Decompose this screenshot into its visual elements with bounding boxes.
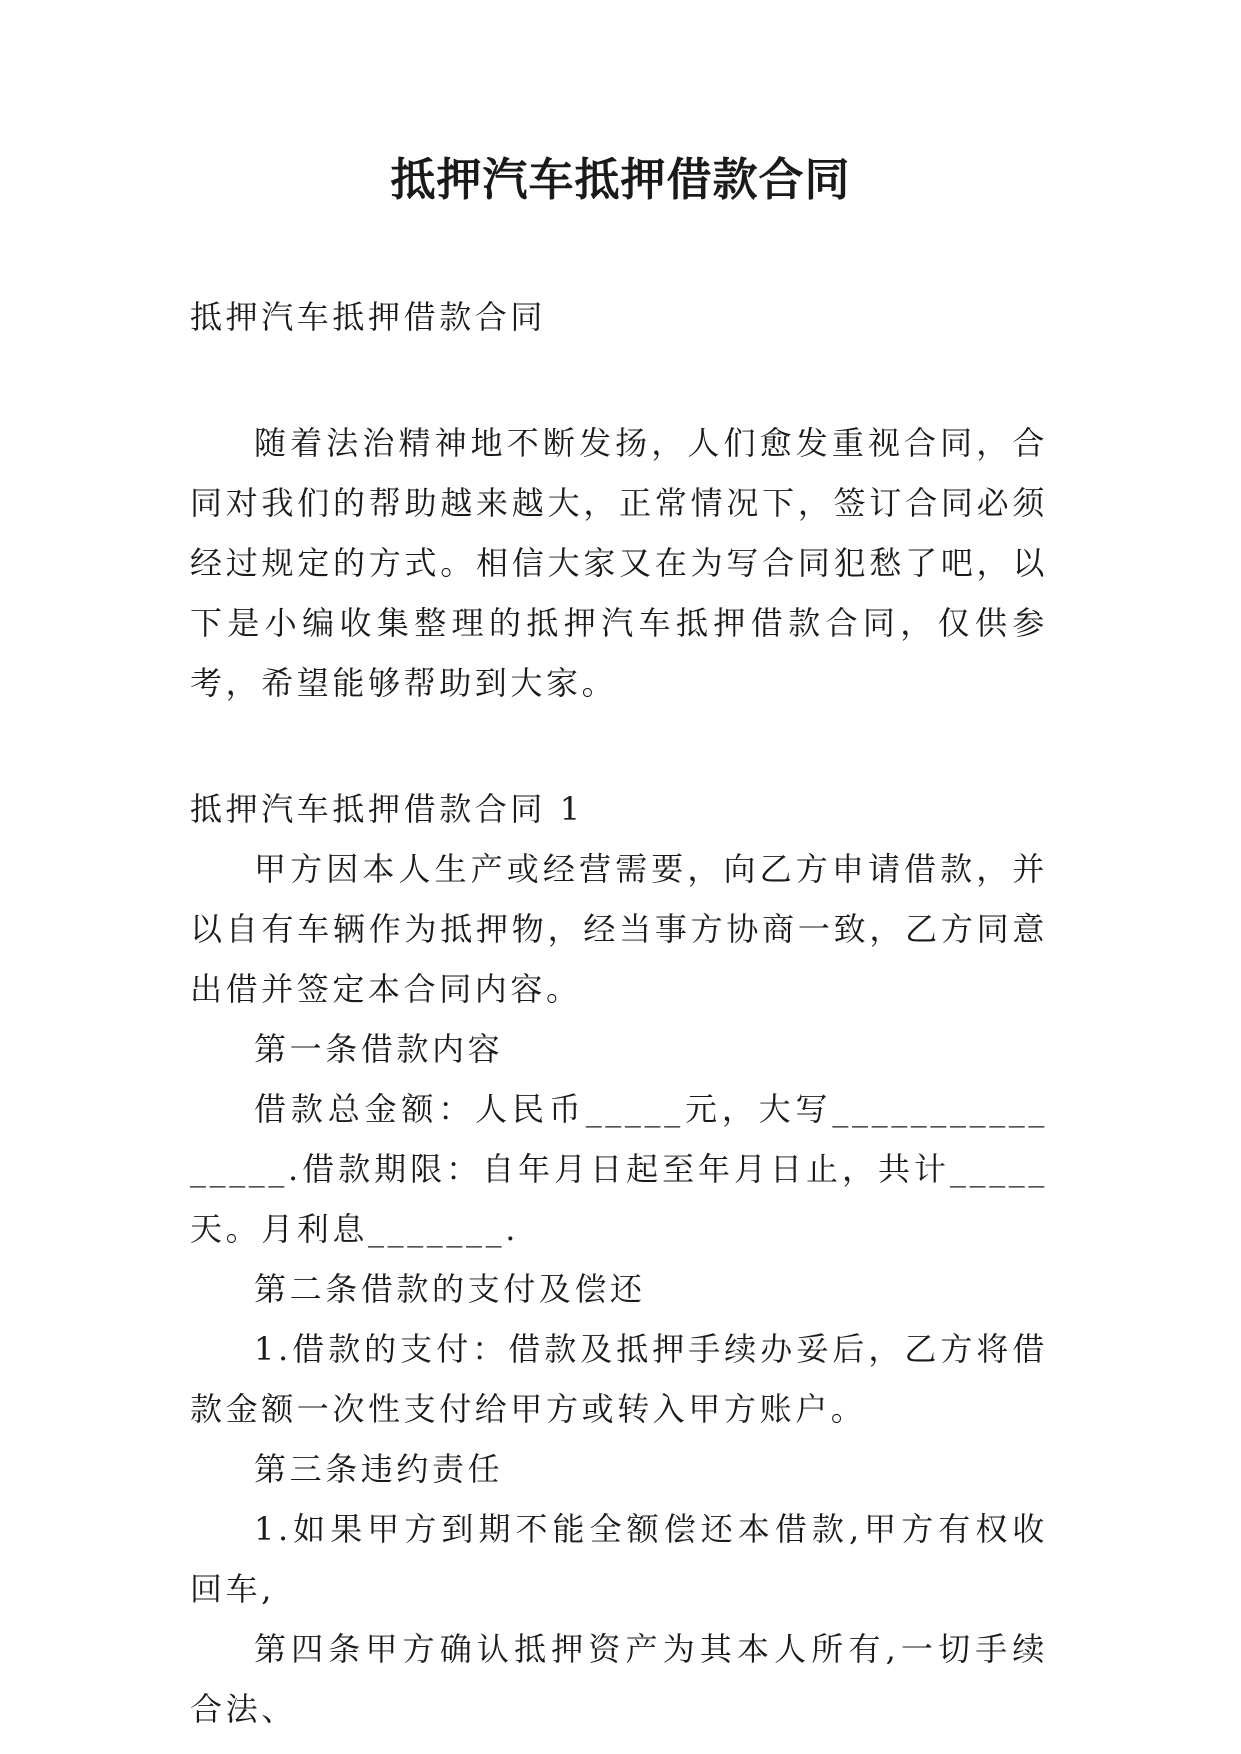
document-title: 抵押汽车抵押借款合同 <box>390 153 851 206</box>
article-heading: 第二条借款的支付及偿还 <box>254 1270 646 1308</box>
contract-paragraph: 第四条甲方确认抵押资产为其本人所有,一切手续合法、 <box>190 1630 1048 1728</box>
intro-paragraph: 随着法治精神地不断发扬，人们愈发重视合同，合同对我们的帮助越来越大，正常情况下，签订合同必须经过规定的方式。相信大家又在为写合同犯愁了吧，以下是小编收集整理的抵押汽车抵押借款合同，仅供参考，希望能够帮助到大家。 <box>190 424 1048 702</box>
article-heading: 第三条违约责任 <box>254 1450 504 1488</box>
article-heading: 第一条借款内容 <box>254 1030 504 1068</box>
section-title: 抵押汽车抵押借款合同 1 <box>190 790 584 828</box>
document-body <box>190 287 1048 1739</box>
document-subtitle: 抵押汽车抵押借款合同 <box>190 298 547 336</box>
contract-paragraph: 甲方因本人生产或经营需要，向乙方申请借款，并以自有车辆作为抵押物，经当事方协商一致，乙方同意出借并签定本合同内容。 <box>190 850 1048 1008</box>
contract-paragraph: 1.借款的支付：借款及抵押手续办妥后，乙方将借款金额一次性支付给甲方或转入甲方账户。 <box>190 1330 1048 1428</box>
contract-paragraph: 1.如果甲方到期不能全额偿还本借款,甲方有权收回车, <box>190 1510 1048 1608</box>
spacer <box>190 713 1048 779</box>
spacer <box>190 347 1048 413</box>
contract-paragraph: 借款总金额：人民币_____元，大写________________.借款期限：自年月日起至年月日止，共计_____天。月利息_______. <box>190 1090 1048 1248</box>
